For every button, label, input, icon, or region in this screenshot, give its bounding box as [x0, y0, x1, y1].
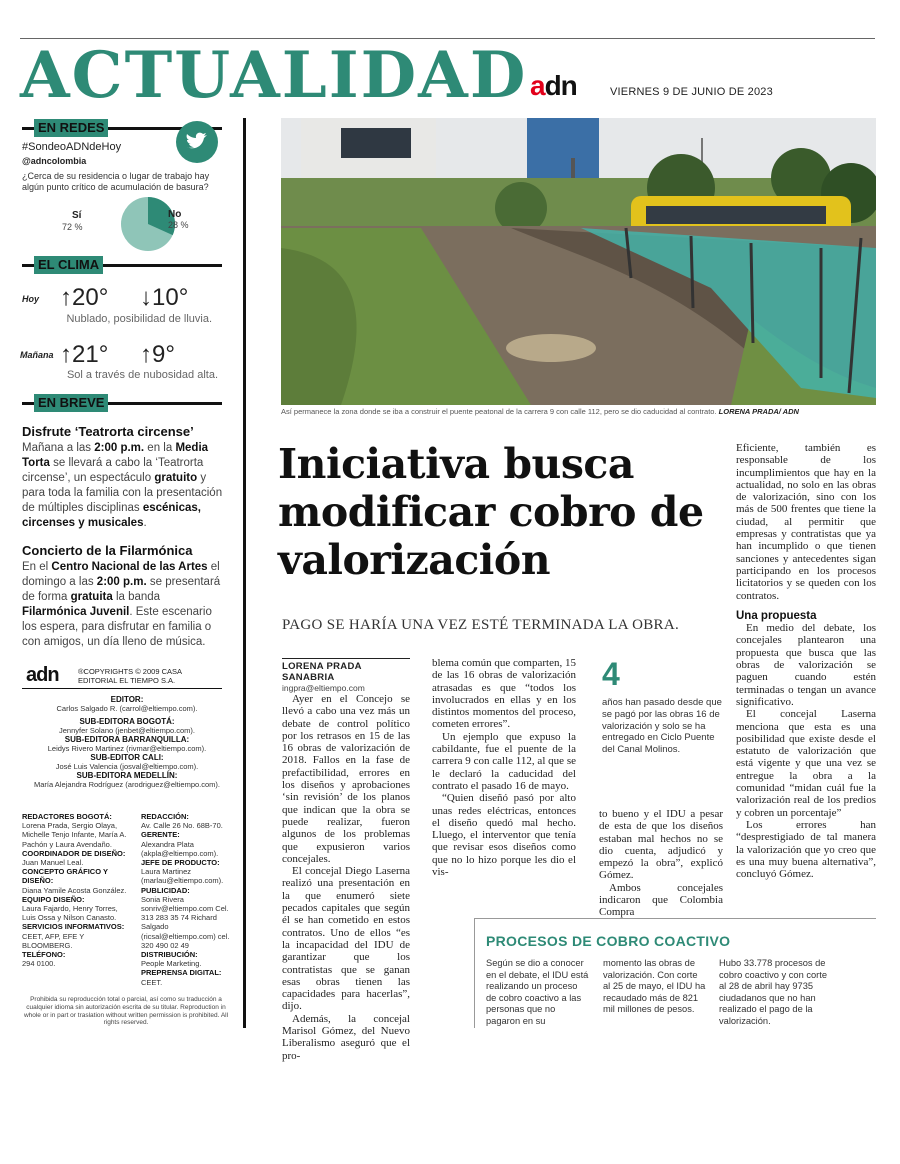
poll-yes-label: Sí: [72, 210, 82, 221]
box-column-1: Según se dio a conocer en el debate, el IDU está realizando un proceso de cobro coactivo a las personas que no pagaron en su: [486, 958, 589, 1026]
twitter-bird-icon: [176, 121, 218, 163]
weather-today-max: ↑20°: [60, 284, 109, 311]
twitter-handle: @adncolombia: [22, 156, 87, 166]
adn-logo: adn: [530, 70, 577, 101]
poll-yes-value: 72 %: [62, 222, 83, 232]
weather-tomorrow-min: ↑9°: [140, 341, 175, 368]
en-breve-header: EN BREVE: [22, 396, 222, 410]
headline: Iniciativa busca modificar cobro de valorización: [278, 440, 704, 584]
hashtag: #SondeoADNdeHoy: [22, 141, 122, 153]
divider: [22, 688, 222, 689]
article-column-2: blema común que comparten, 15 de las 16 obras de valorización atrasadas es que “todos los involucrados en ellas y en los distintos momentos del proceso, cometen errores”. Un ejemplo que expuso la cabildante, fue el puente de la carrera 9 con calle 112, al que se le declaró la caducidad del contrato el pasado 16 de mayo. “Quien diseñó pasó por alto unas redes eléctricas, entonces el diseño quedó mal hecho. Lluego, el interventor que tenía que revisar esos diseños como que no lo hizo porque les dio el vis-: [432, 657, 576, 879]
box-column-3: Hubo 33.778 procesos de cobro coactivo y con corte al 28 de abril hay 9735 ciudadanos que no han realizado el pago de la valorización.: [719, 958, 827, 1026]
issue-date: VIERNES 9 DE JUNIO DE 2023: [610, 86, 773, 98]
footer-adn-logo: adn: [26, 664, 59, 686]
article-column-4: Eficiente, también es responsable de los incumplimientos que hay en la actualidad, no solo en las obras de valorización, sino con los más de 500 frentes que tiene la ciudad, al permitir que empresas y contratistas que ya han incumplido o que tienen sanciones y antecedentes sigan participando en los procesos licitatorios y se queden con los contratos. Una propuesta En medio del debate, los concejales plantearon una propuesta que busca que las obras de valorización se paguen cuando estén terminadas o tengan un avance significativo. El concejal Laserna menciona que esta es una posibilidad que existe desde el estatuto de valorización que está vigente y que una vez se entregue la obra a la comunidad “midan cuál fue la valorización real de los predios y cobren un porcentaje” Los errores han “desprestigiado de tal manera la valorización que yo creo que es una muy buena alternativa”, concluyó Gómez.: [736, 442, 876, 881]
weather-tomorrow-label: Mañana: [20, 350, 54, 360]
weather-today-label: Hoy: [22, 294, 40, 304]
section-title: ACTUALIDAD: [20, 38, 528, 113]
poll-no-label: No: [168, 209, 182, 220]
en-redes-header: EN REDES: [22, 121, 222, 135]
copyright: ®COPYRIGHTS © 2009 CASA EDITORIAL EL TIEMPO S.A.: [78, 667, 183, 685]
box-top-rule: [474, 918, 876, 919]
box-column-2: momento las obras de valorización. Con corte al 25 de mayo, el IDU ha recaudado más de 821 mil millones de pesos.: [603, 958, 706, 1015]
article-column-3: to bueno y el IDU a pesar de esta de que los diseños estaban mal hechos no se dio cuenta, adjudicó y empezó la obra”, explicó Gómez. Ambos concejales indicaron que Colombia Compra: [599, 808, 723, 919]
staff-credits: EDITOR: Carlos Salgado R. (carrol@eltiempo.com). SUB-EDITORA BOGOTÁ: Jennyfer Solano (jenbet@eltiempo.com). SUB-EDITORA BARRANQUILLA: Leidys Rivero Martinez (rivmar@eltiempo.com). SUB-EDITOR CALI: José Luis Valencia (josval@eltiempo.com). SUB-EDITORA MEDELLÍN: María Alejandra Rodríguez (arodriguez@eltiempo.com).: [33, 695, 221, 789]
poll-question: ¿Cerca de su residencia o lugar de trabajo hay algún punto crítico de acumulación de basura?: [22, 171, 210, 192]
box-title: PROCESOS DE COBRO COACTIVO: [486, 933, 731, 949]
article-photo: [281, 118, 876, 405]
legal-notice: Prohibida su reproducción total o parcial, así como su traducción a cualquier idioma sin autorización escrita de su titular. Reproduction in whole or in part or traslation without written permission is prohibited. All rights reserved.: [23, 996, 229, 1027]
poll-no-value: 28 %: [168, 220, 189, 230]
section-subtitle: Una propuesta: [736, 609, 817, 622]
pull-number: 4: [602, 656, 620, 692]
brief-title-2: Concierto de la Filarmónica: [22, 543, 193, 558]
staff-left-column: REDACTORES BOGOTÁ: Lorena Prada, Sergio Olaya, Michelle Tenjo Infante, María A. Pachón y Laura Avendaño. COORDINADOR DE DISEÑO: Juan Manuel Leal. CONCEPTO GRÁFICO Y DISEÑO: Diana Yamile Acosta González. EQUIPO DISEÑO: Laura Fajardo, Henry Torres, Luis Ossa y Nilson Canasto. SERVICIOS INFORMATIVOS: CEET, AFP, EFE Y BLOOMBERG. TELÉFONO: 294 0100.: [22, 812, 127, 969]
column-rule: [243, 118, 246, 1028]
weather-today-desc: Nublado, posibilidad de lluvia.: [66, 313, 212, 325]
photo-caption: Así permanece la zona donde se iba a construir el puente peatonal de la carrera 9 con calle 112, pero se dio caducidad al contrato. LORENA PRADA/ ADN: [281, 407, 799, 416]
brief-text-1: Mañana a las 2:00 p.m. en la Media Torta se llevará a cabo la ‘Teatrorta circense’, un espectáculo gratuito y para toda la familia con la presentación de múltiples disciplinas escénicas, circenses y musicales.: [22, 442, 223, 529]
author-byline: LORENA PRADA SANABRIA ingpra@eltiempo.com: [282, 658, 410, 693]
weather-tomorrow-desc: Sol a través de nubosidad alta.: [66, 369, 218, 381]
staff-right-column: REDACCIÓN: Av. Calle 26 No. 68B-70. GERENTE: Alexandra Plata (akpla@eltiempo.com). JEFE DE PRODUCTO: Laura Martinez (marlau@eltiempo.com). PUBLICIDAD: Sonia Rivera sonriv@eltiempo.com Cel. 313 283 35 74 Richard Salgado (ricsal@eltiempo.com) cel. 320 490 02 49 DISTRIBUCIÓN: People Marketing. PREPRENSA DIGITAL: CEET.: [141, 812, 230, 987]
brief-title-1: Disfrute ‘Teatrorta circense’: [22, 424, 194, 439]
subheadline: PAGO SE HARÍA UNA VEZ ESTÉ TERMINADA LA OBRA.: [282, 617, 680, 633]
box-left-rule: [474, 918, 475, 1028]
article-column-1: Ayer en el Concejo se llevó a cabo una vez más un debate de control político por los retrasos en 15 de las 16 obras de valorización de 2018. Fallos en la fase de prefactibilidad, errores en los diseños y aprobaciones ‘sin revisión’ de los planos que indican que la obra se puede realizar, fueron algunos de los problemas que expusieron varios concejales. El concejal Diego Laserna realizó una presentación en la que enumeró siete pecados capitales que según él se han cometido en estos contratos. Uno de ellos “es la incapacidad del IDU de garantizar que los contratistas que se ganan esas obras tienen las capacidades para hacerlas”, dijo. Además, la concejal Marisol Gómez, del Nuevo Liberalismo aseguró que el pro-: [282, 693, 410, 1062]
el-clima-header: EL CLIMA: [22, 258, 222, 272]
pull-text: años han pasado desde que se pagó por las obras 16 de valorización y solo se ha entregado en Ciclo Puente del Canal Molinos.: [602, 697, 722, 756]
brief-text-2: En el Centro Nacional de las Artes el domingo a las 2:00 p.m. se presentará de forma gratuita la banda Filarmónica Juvenil. Este escenario los espera, para disfrutar en familia o con amigos, un día lleno de música.: [22, 561, 221, 648]
weather-today-min: ↓10°: [140, 284, 189, 311]
weather-tomorrow-max: ↑21°: [60, 341, 109, 368]
